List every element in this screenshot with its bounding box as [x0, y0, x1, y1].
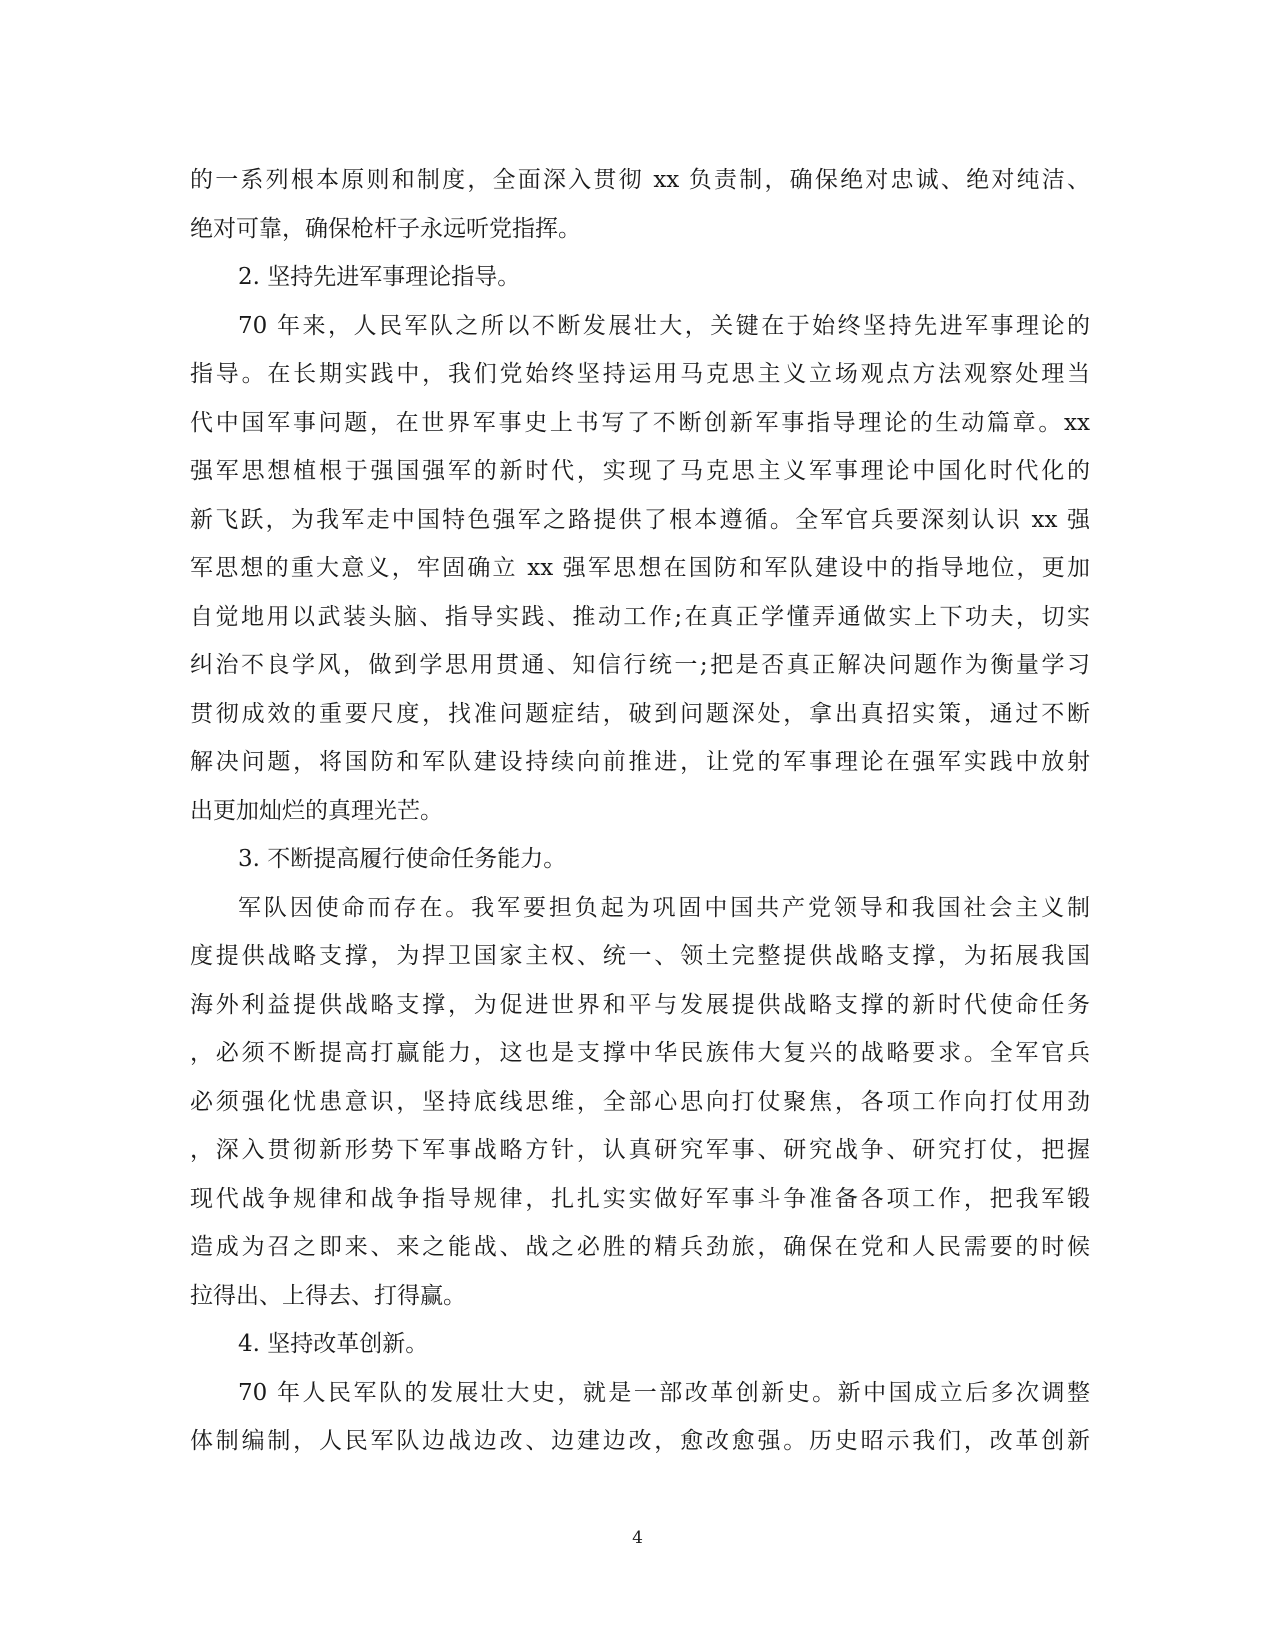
text-line: 军队因使命而存在。我军要担负起为巩固中国共产党领导和我国社会主义制	[238, 894, 1090, 921]
text-line: 指导。在长期实践中，我们党始终坚持运用马克思主义立场观点方法观察处理当	[190, 361, 1090, 387]
text-line: 体制编制，人民军队边战边改、边建边改，愈改愈强。历史昭示我们，改革创新	[190, 1428, 1090, 1454]
text-line: 70 年来，人民军队之所以不断发展壮大，关键在于始终坚持先进军事理论的	[238, 312, 1090, 339]
text-line: 贯彻成效的重要尺度，找准问题症结，破到问题深处，拿出真招实策，通过不断	[190, 700, 1090, 727]
text-line: ，深入贯彻新形势下军事战略方针，认真研究军事、研究战争、研究打仗，把握	[190, 1137, 1090, 1163]
body-text	[190, 156, 1090, 1466]
text-line: 造成为召之即来、来之能战、战之必胜的精兵劲旅，确保在党和人民需要的时候	[190, 1234, 1090, 1260]
text-line: 拉得出、上得去、打得赢。	[190, 1282, 466, 1309]
text-line: 解决问题，将国防和军队建设持续向前推进，让党的军事理论在强军实践中放射	[190, 749, 1090, 775]
text-line: 3. 不断提高履行使命任务能力。	[238, 846, 567, 872]
text-line: ，必须不断提高打赢能力，这也是支撑中华民族伟大复兴的战略要求。全军官兵	[190, 1040, 1090, 1066]
text-line: 2. 坚持先进军事理论指导。	[238, 264, 521, 290]
text-line: 70 年人民军队的发展壮大史，就是一部改革创新史。新中国成立后多次调整	[238, 1379, 1090, 1406]
text-line: 必须强化忧患意识，坚持底线思维，全部心思向打仗聚焦，各项工作向打仗用劲	[190, 1088, 1090, 1115]
text-line: 强军思想植根于强国强军的新时代，实现了马克思主义军事理论中国化时代化的	[190, 458, 1090, 484]
text-line: 度提供战略支撑，为捍卫国家主权、统一、领土完整提供战略支撑，为拓展我国	[190, 943, 1090, 969]
text-line: 绝对可靠，确保枪杆子永远听党指挥。	[190, 215, 581, 242]
text-line: 4. 坚持改革创新。	[238, 1331, 429, 1357]
text-line: 军思想的重大意义，牢固确立 xx 强军思想在国防和军队建设中的指导地位，更加	[190, 555, 1090, 581]
text-line: 代中国军事问题，在世界军事史上书写了不断创新军事指导理论的生动篇章。xx	[190, 409, 1090, 436]
page-number: 4	[632, 1528, 643, 1548]
text-line: 海外利益提供战略支撑，为促进世界和平与发展提供战略支撑的新时代使命任务	[190, 991, 1090, 1018]
text-line: 新飞跃，为我军走中国特色强军之路提供了根本遵循。全军官兵要深刻认识 xx 强	[190, 506, 1090, 533]
text-line: 纠治不良学风，做到学思用贯通、知信行统一;把是否真正解决问题作为衡量学习	[190, 652, 1090, 678]
text-line: 现代战争规律和战争指导规律，扎扎实实做好军事斗争准备各项工作，把我军锻	[190, 1185, 1090, 1212]
text-line: 自觉地用以武装头脑、指导实践、推动工作;在真正学懂弄通做实上下功夫，切实	[190, 603, 1090, 630]
text-line: 的一系列根本原则和制度，全面深入贯彻 xx 负责制，确保绝对忠诚、绝对纯洁、	[190, 167, 1090, 193]
text-line: 出更加灿烂的真理光芒。	[190, 797, 443, 824]
